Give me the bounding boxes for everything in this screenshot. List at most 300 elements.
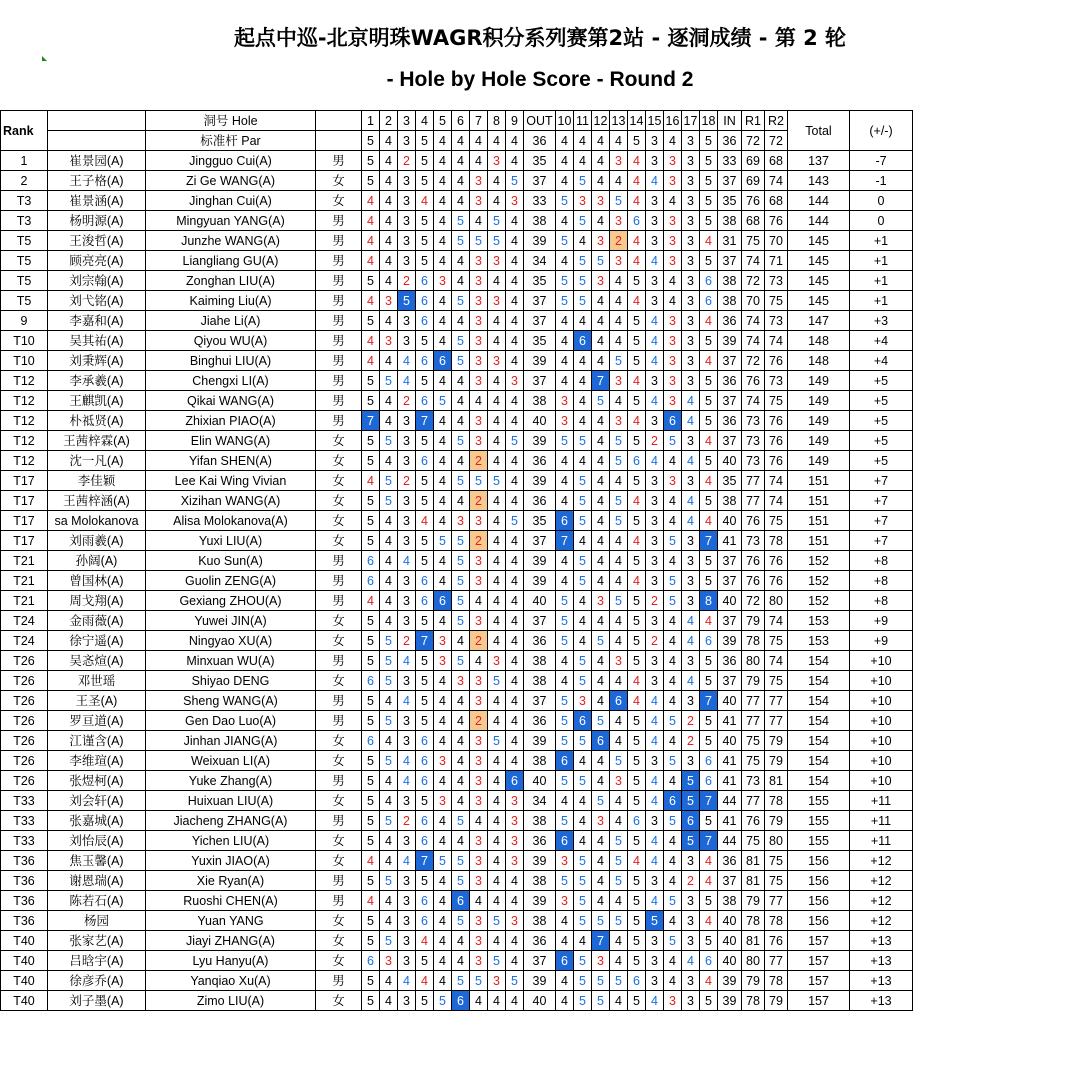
hole-score: 4 [610, 711, 628, 731]
hole-score: 5 [362, 791, 380, 811]
hole-score: 5 [362, 651, 380, 671]
hole-score: 5 [628, 871, 646, 891]
hole-score: 5 [362, 371, 380, 391]
hole-score: 5 [416, 671, 434, 691]
r2-score: 79 [765, 731, 788, 751]
chinese-name-cell: sa Molokanova [48, 511, 146, 531]
to-par-score: +10 [850, 731, 913, 751]
in-score: 41 [718, 771, 742, 791]
hole-number: 1 [362, 111, 380, 131]
hole-score: 4 [664, 871, 682, 891]
gender-cell: 男 [316, 571, 362, 591]
hole-score: 5 [380, 811, 398, 831]
r1-score: 76 [742, 511, 765, 531]
in-score: 40 [718, 931, 742, 951]
hole-score: 5 [682, 771, 700, 791]
hole-score: 5 [664, 751, 682, 771]
r1-score: 72 [742, 351, 765, 371]
hole-score: 4 [434, 431, 452, 451]
hole-score: 5 [574, 471, 592, 491]
hole-score: 6 [628, 211, 646, 231]
hole-score: 4 [592, 771, 610, 791]
hole-score: 4 [556, 251, 574, 271]
hole-score: 4 [574, 451, 592, 471]
hole-score: 5 [362, 991, 380, 1011]
r1-score: 74 [742, 251, 765, 271]
hole-score: 4 [452, 711, 470, 731]
chinese-name-cell: 刘雨羲(A) [48, 531, 146, 551]
hole-score: 4 [592, 311, 610, 331]
hole-score: 4 [380, 271, 398, 291]
out-score: 38 [524, 871, 556, 891]
rank-cell: T5 [1, 291, 48, 311]
in-score: 39 [718, 631, 742, 651]
rank-cell: T40 [1, 951, 48, 971]
to-par-score: +10 [850, 711, 913, 731]
hole-score: 4 [610, 791, 628, 811]
hole-score: 5 [362, 811, 380, 831]
hole-score: 4 [506, 451, 524, 471]
total-score: 145 [788, 271, 850, 291]
hole-score: 5 [592, 251, 610, 271]
hole-score: 4 [488, 991, 506, 1011]
hole-score: 4 [488, 271, 506, 291]
hole-score: 5 [610, 911, 628, 931]
hole-score: 4 [452, 411, 470, 431]
rank-cell: T40 [1, 931, 48, 951]
hole-score: 5 [700, 571, 718, 591]
hole-score: 3 [488, 971, 506, 991]
hole-score: 5 [700, 391, 718, 411]
hole-score: 4 [380, 311, 398, 331]
score-table [0, 110, 913, 1011]
hole-score: 4 [646, 851, 664, 871]
hole-score: 3 [682, 691, 700, 711]
par-value: 4 [452, 131, 470, 151]
r1-score: 73 [742, 531, 765, 551]
out-score: 37 [524, 371, 556, 391]
hole-score: 5 [664, 811, 682, 831]
hole-score: 3 [470, 691, 488, 711]
hole-score: 4 [682, 391, 700, 411]
hole-score: 4 [664, 851, 682, 871]
hole-score: 3 [610, 651, 628, 671]
hole-score: 4 [574, 391, 592, 411]
rank-cell: T40 [1, 971, 48, 991]
table-row [1, 911, 913, 931]
hole-score: 3 [488, 151, 506, 171]
hole-score: 4 [434, 731, 452, 751]
hole-score: 4 [452, 371, 470, 391]
total-score: 149 [788, 431, 850, 451]
table-row [1, 971, 913, 991]
hole-score: 4 [452, 391, 470, 411]
to-par-score: +1 [850, 291, 913, 311]
r1-score: 73 [742, 771, 765, 791]
hole-score: 5 [628, 591, 646, 611]
hole-score: 3 [398, 251, 416, 271]
in-score: 40 [718, 911, 742, 931]
hole-score: 4 [610, 291, 628, 311]
in-score: 38 [718, 891, 742, 911]
hole-score: 3 [398, 671, 416, 691]
hole-score: 4 [628, 171, 646, 191]
total-score: 152 [788, 591, 850, 611]
table-row [1, 811, 913, 831]
hole-score: 3 [682, 271, 700, 291]
hole-score: 4 [556, 171, 574, 191]
hole-score: 3 [682, 311, 700, 331]
rank-cell: T36 [1, 851, 48, 871]
hole-score: 4 [380, 691, 398, 711]
r1-score: 78 [742, 631, 765, 651]
hole-score: 5 [628, 271, 646, 291]
table-row [1, 531, 913, 551]
hole-score: 4 [506, 291, 524, 311]
rank-cell: T26 [1, 651, 48, 671]
hole-score: 4 [380, 451, 398, 471]
hole-score: 3 [556, 891, 574, 911]
english-name-cell: Xizihan WANG(A) [146, 491, 316, 511]
hole-score: 3 [398, 451, 416, 471]
hole-score: 3 [646, 571, 664, 591]
hole-score: 3 [646, 211, 664, 231]
hole-score: 4 [556, 211, 574, 231]
hole-score: 4 [610, 931, 628, 951]
hole-score: 4 [380, 731, 398, 751]
hole-score: 5 [556, 711, 574, 731]
hole-score: 4 [592, 691, 610, 711]
hole-score: 4 [416, 511, 434, 531]
table-row [1, 491, 913, 511]
hole-score: 4 [380, 851, 398, 871]
hole-score: 4 [452, 771, 470, 791]
hole-score: 4 [556, 671, 574, 691]
hole-score: 3 [398, 831, 416, 851]
hole-score: 7 [556, 531, 574, 551]
hole-score: 4 [610, 811, 628, 831]
r1-score: 68 [742, 211, 765, 231]
hole-score: 5 [664, 591, 682, 611]
r2-score: 75 [765, 671, 788, 691]
chinese-name-cell: 沈一凡(A) [48, 451, 146, 471]
hole-score: 3 [646, 271, 664, 291]
hole-score: 6 [592, 731, 610, 751]
hole-score: 4 [488, 191, 506, 211]
r1-score: 78 [742, 911, 765, 931]
english-name-cell: Zimo LIU(A) [146, 991, 316, 1011]
r1-score: 77 [742, 791, 765, 811]
english-name-cell: Binghui LIU(A) [146, 351, 316, 371]
table-row [1, 891, 913, 911]
hole-score: 4 [628, 371, 646, 391]
hole-score: 4 [488, 751, 506, 771]
hole-score: 5 [362, 751, 380, 771]
hole-score: 2 [682, 871, 700, 891]
hole-score: 7 [416, 411, 434, 431]
hole-score: 4 [488, 691, 506, 711]
hole-score: 6 [416, 751, 434, 771]
in-score: 38 [718, 491, 742, 511]
rank-cell: T36 [1, 911, 48, 931]
hole-score: 5 [434, 991, 452, 1011]
par-value: 5 [416, 131, 434, 151]
hole-number: 6 [452, 111, 470, 131]
hole-score: 5 [574, 271, 592, 291]
r1-score: 76 [742, 811, 765, 831]
to-par-score: -1 [850, 171, 913, 191]
hole-score: 4 [488, 171, 506, 191]
r2-score: 76 [765, 551, 788, 571]
hole-score: 6 [362, 551, 380, 571]
table-row [1, 751, 913, 771]
hole-score: 4 [700, 351, 718, 371]
chinese-name-cell: 金雨薇(A) [48, 611, 146, 631]
chinese-name-cell: 王麒凯(A) [48, 391, 146, 411]
chinese-name-cell: 王茜梓涵(A) [48, 491, 146, 511]
hole-score: 4 [610, 171, 628, 191]
hole-score: 5 [700, 991, 718, 1011]
hole-score: 3 [470, 191, 488, 211]
hole-score: 4 [488, 831, 506, 851]
r1-score: 73 [742, 431, 765, 451]
hole-score: 4 [506, 231, 524, 251]
total-score: 154 [788, 751, 850, 771]
hole-score: 5 [380, 491, 398, 511]
score-body [1, 151, 913, 1011]
rank-cell: T24 [1, 611, 48, 631]
hole-score: 5 [380, 711, 398, 731]
hole-score: 4 [416, 971, 434, 991]
hole-score: 4 [646, 711, 664, 731]
table-row [1, 511, 913, 531]
to-par-score: +13 [850, 951, 913, 971]
hole-score: 4 [362, 851, 380, 871]
hole-score: 3 [610, 211, 628, 231]
hole-score: 4 [452, 951, 470, 971]
hole-score: 5 [574, 551, 592, 571]
out-score: 38 [524, 391, 556, 411]
hole-score: 6 [700, 291, 718, 311]
english-name-cell: Sheng WANG(A) [146, 691, 316, 711]
gender-cell: 男 [316, 651, 362, 671]
table-row [1, 691, 913, 711]
hole-score: 4 [610, 551, 628, 571]
hole-score: 3 [398, 731, 416, 751]
table-row [1, 851, 913, 871]
hole-score: 4 [488, 311, 506, 331]
hole-number: 11 [574, 111, 592, 131]
hole-score: 4 [574, 811, 592, 831]
hole-score: 3 [610, 771, 628, 791]
in-score: 36 [718, 411, 742, 431]
hole-score: 5 [416, 991, 434, 1011]
gender-cell: 男 [316, 331, 362, 351]
out-score: 36 [524, 711, 556, 731]
hole-score: 6 [416, 911, 434, 931]
english-name-cell: Yuan YANG [146, 911, 316, 931]
total-score: 151 [788, 471, 850, 491]
chinese-name-cell: 徐彦乔(A) [48, 971, 146, 991]
hole-score: 4 [610, 631, 628, 651]
in-score: 37 [718, 671, 742, 691]
rank-cell: T24 [1, 631, 48, 651]
r1-score: 77 [742, 471, 765, 491]
hole-score: 5 [452, 911, 470, 931]
table-row [1, 291, 913, 311]
hole-score: 4 [628, 691, 646, 711]
hole-score: 5 [380, 651, 398, 671]
chinese-name-cell: 张家艺(A) [48, 931, 146, 951]
total-score: 143 [788, 171, 850, 191]
in-score: 37 [718, 871, 742, 891]
table-row [1, 211, 913, 231]
table-row [1, 371, 913, 391]
hole-score: 4 [380, 151, 398, 171]
hole-score: 5 [488, 951, 506, 971]
gender-cell: 女 [316, 171, 362, 191]
total-score: 144 [788, 211, 850, 231]
chinese-name-cell: 李佳颖 [48, 471, 146, 491]
english-name-cell: Yichen LIU(A) [146, 831, 316, 851]
r1-score: 70 [742, 291, 765, 311]
hole-score: 5 [452, 231, 470, 251]
gender-cell: 男 [316, 371, 362, 391]
hole-score: 2 [470, 631, 488, 651]
hole-score: 3 [506, 851, 524, 871]
hole-score: 4 [682, 511, 700, 531]
hole-score: 4 [556, 331, 574, 351]
gender-cell: 男 [316, 211, 362, 231]
r1-score: 79 [742, 671, 765, 691]
hole-score: 4 [452, 311, 470, 331]
hole-score: 5 [362, 491, 380, 511]
hole-number: 12 [592, 111, 610, 131]
to-par-score: +10 [850, 691, 913, 711]
hole-score: 4 [488, 451, 506, 471]
gender-cell: 男 [316, 351, 362, 371]
rank-cell: T26 [1, 751, 48, 771]
english-name-cell: Ningyao XU(A) [146, 631, 316, 651]
total-score: 156 [788, 851, 850, 871]
table-row [1, 671, 913, 691]
hole-score: 4 [556, 911, 574, 931]
english-name-cell: Junzhe WANG(A) [146, 231, 316, 251]
gender-cell: 男 [316, 271, 362, 291]
hole-score: 3 [646, 651, 664, 671]
hole-score: 3 [664, 371, 682, 391]
hole-score: 4 [700, 851, 718, 871]
hole-score: 3 [664, 251, 682, 271]
hole-score: 4 [646, 891, 664, 911]
table-row [1, 391, 913, 411]
out-score: 36 [524, 631, 556, 651]
rank-cell: T17 [1, 471, 48, 491]
english-name-cell: Yifan SHEN(A) [146, 451, 316, 471]
r2-score: 68 [765, 151, 788, 171]
hole-score: 5 [700, 891, 718, 911]
hole-score: 4 [488, 551, 506, 571]
total-score: 154 [788, 691, 850, 711]
out-score: 39 [524, 891, 556, 911]
hole-score: 4 [610, 311, 628, 331]
hole-score: 4 [592, 351, 610, 371]
hole-score: 3 [646, 871, 664, 891]
hole-score: 5 [592, 631, 610, 651]
hole-score: 5 [610, 831, 628, 851]
hole-score: 5 [592, 391, 610, 411]
hole-score: 4 [592, 491, 610, 511]
par-label: 标准杆 Par [146, 131, 316, 151]
hole-score: 3 [682, 891, 700, 911]
hole-score: 3 [646, 371, 664, 391]
hole-score: 3 [506, 371, 524, 391]
in-score: 37 [718, 171, 742, 191]
hole-score: 5 [574, 511, 592, 531]
to-par-score: +1 [850, 251, 913, 271]
in-score: 40 [718, 591, 742, 611]
r2-score: 75 [765, 511, 788, 531]
r2-score: 68 [765, 191, 788, 211]
hole-score: 5 [592, 971, 610, 991]
hole-score: 4 [682, 491, 700, 511]
hole-score: 3 [664, 211, 682, 231]
hole-score: 5 [380, 431, 398, 451]
hole-score: 4 [628, 291, 646, 311]
hole-score: 5 [700, 711, 718, 731]
in-score: 39 [718, 971, 742, 991]
r1-score: 81 [742, 931, 765, 951]
hole-score: 5 [574, 291, 592, 311]
hole-score: 4 [646, 991, 664, 1011]
rank-cell: T33 [1, 811, 48, 831]
to-par-score: +9 [850, 631, 913, 651]
hole-score: 4 [362, 471, 380, 491]
hole-score: 4 [664, 831, 682, 851]
hole-score: 4 [434, 191, 452, 211]
hole-score: 4 [362, 591, 380, 611]
hole-score: 2 [398, 391, 416, 411]
hole-score: 5 [628, 391, 646, 411]
hole-score: 4 [506, 611, 524, 631]
hole-score: 4 [398, 691, 416, 711]
hole-score: 4 [646, 251, 664, 271]
hole-score: 4 [434, 451, 452, 471]
hole-score: 3 [488, 351, 506, 371]
hole-score: 5 [592, 791, 610, 811]
out-score: 37 [524, 171, 556, 191]
hole-score: 3 [398, 211, 416, 231]
hole-score: 4 [592, 511, 610, 531]
table-row [1, 871, 913, 891]
gender-cell: 女 [316, 911, 362, 931]
gender-cell: 男 [316, 551, 362, 571]
hole-score: 5 [488, 231, 506, 251]
hole-score: 4 [610, 471, 628, 491]
hole-score: 4 [592, 831, 610, 851]
r2-score: 81 [765, 771, 788, 791]
english-name-cell: Weixuan LI(A) [146, 751, 316, 771]
hole-score: 3 [646, 411, 664, 431]
hole-score: 5 [628, 911, 646, 931]
to-par-score: +10 [850, 771, 913, 791]
hole-score: 5 [592, 991, 610, 1011]
hole-score: 3 [506, 811, 524, 831]
hole-score: 4 [592, 331, 610, 351]
hole-score: 3 [664, 171, 682, 191]
r2-score: 76 [765, 431, 788, 451]
hole-score: 4 [452, 731, 470, 751]
